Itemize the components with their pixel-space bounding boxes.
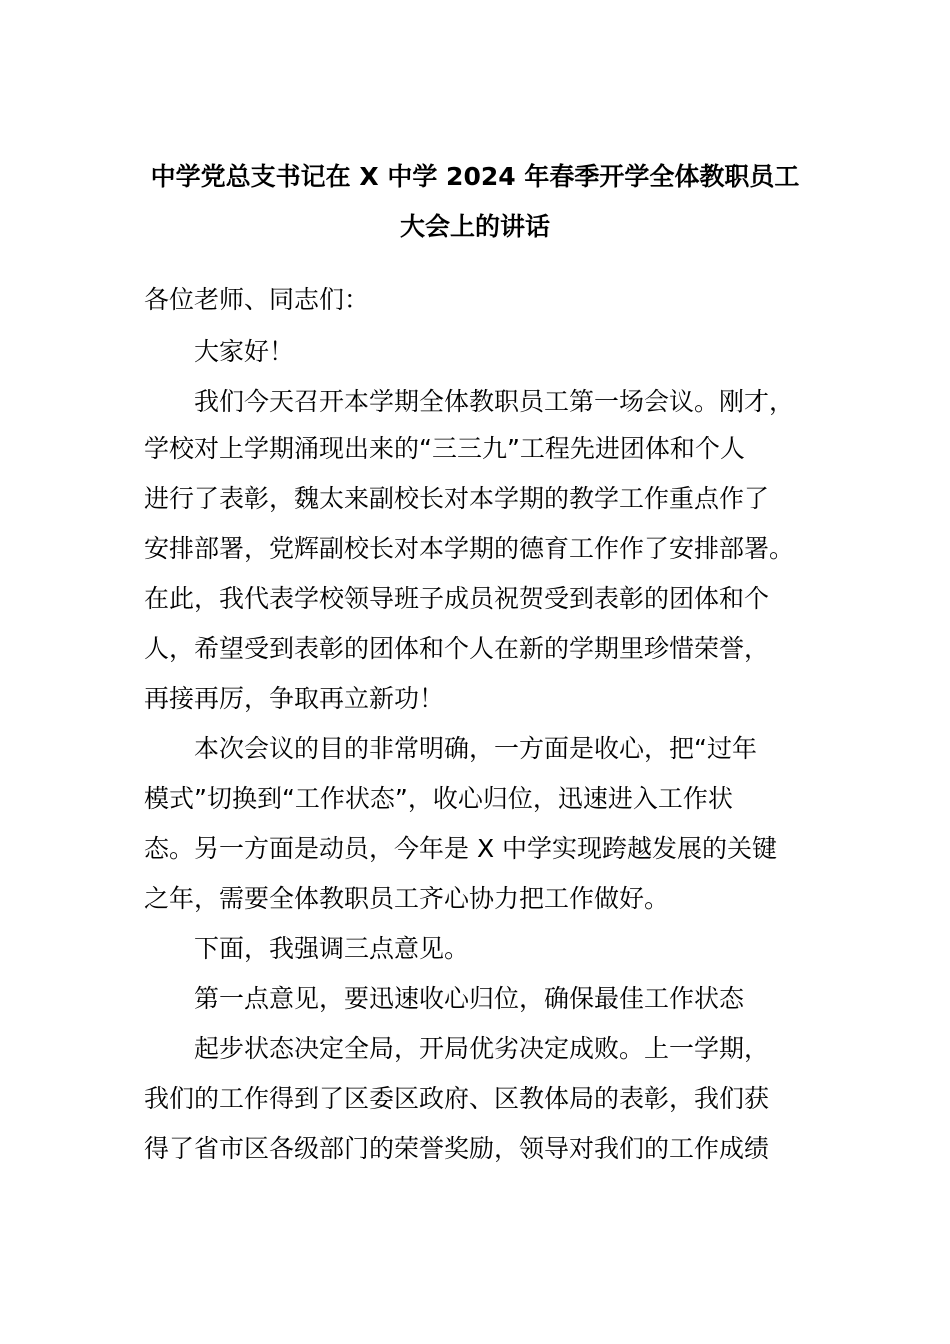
salutation: 各位老师、同志们：: [144, 285, 370, 314]
body-line: 我们今天召开本学期全体教职员工第一场会议。刚才，: [194, 387, 795, 416]
body-line: 之年，需要全体教职员工齐心协力把工作做好。: [144, 884, 670, 913]
body-line: 再接再厉，争取再立新功！: [144, 684, 445, 713]
body-line: 态。另一方面是动员，今年是 X 中学实现跨越发展的关键: [144, 834, 778, 863]
body-line: 学校对上学期涌现出来的“三三九”工程先进团体和个人: [144, 434, 745, 463]
body-line: 模式”切换到“工作状态”，收心归位，迅速进入工作状: [144, 784, 733, 813]
greeting: 大家好！: [194, 337, 295, 366]
body-line: 我们的工作得到了区委区政府、区教体局的表彰，我们获: [144, 1084, 770, 1113]
body-line: 本次会议的目的非常明确，一方面是收心，把“过年: [194, 734, 757, 763]
title-line-1: 中学党总支书记在 X 中学 2024 年春季开学全体教职员工: [150, 162, 800, 191]
section-heading: 第一点意见，要迅速收心归位，确保最佳工作状态: [194, 984, 745, 1013]
body-line: 起步状态决定全局，开局优劣决定成败。上一学期，: [194, 1034, 770, 1063]
body-line: 安排部署，党辉副校长对本学期的德育工作作了安排部署。: [144, 534, 795, 563]
body-line: 得了省市区各级部门的荣誉奖励，领导对我们的工作成绩: [144, 1134, 770, 1163]
title-line-2: 大会上的讲话: [399, 212, 550, 241]
body-line: 下面，我强调三点意见。: [194, 934, 470, 963]
body-line: 进行了表彰，魏太来副校长对本学期的教学工作重点作了: [144, 484, 770, 513]
body-line: 在此，我代表学校领导班子成员祝贺受到表彰的团体和个: [144, 584, 770, 613]
body-line: 人，希望受到表彰的团体和个人在新的学期里珍惜荣誉，: [144, 634, 770, 663]
